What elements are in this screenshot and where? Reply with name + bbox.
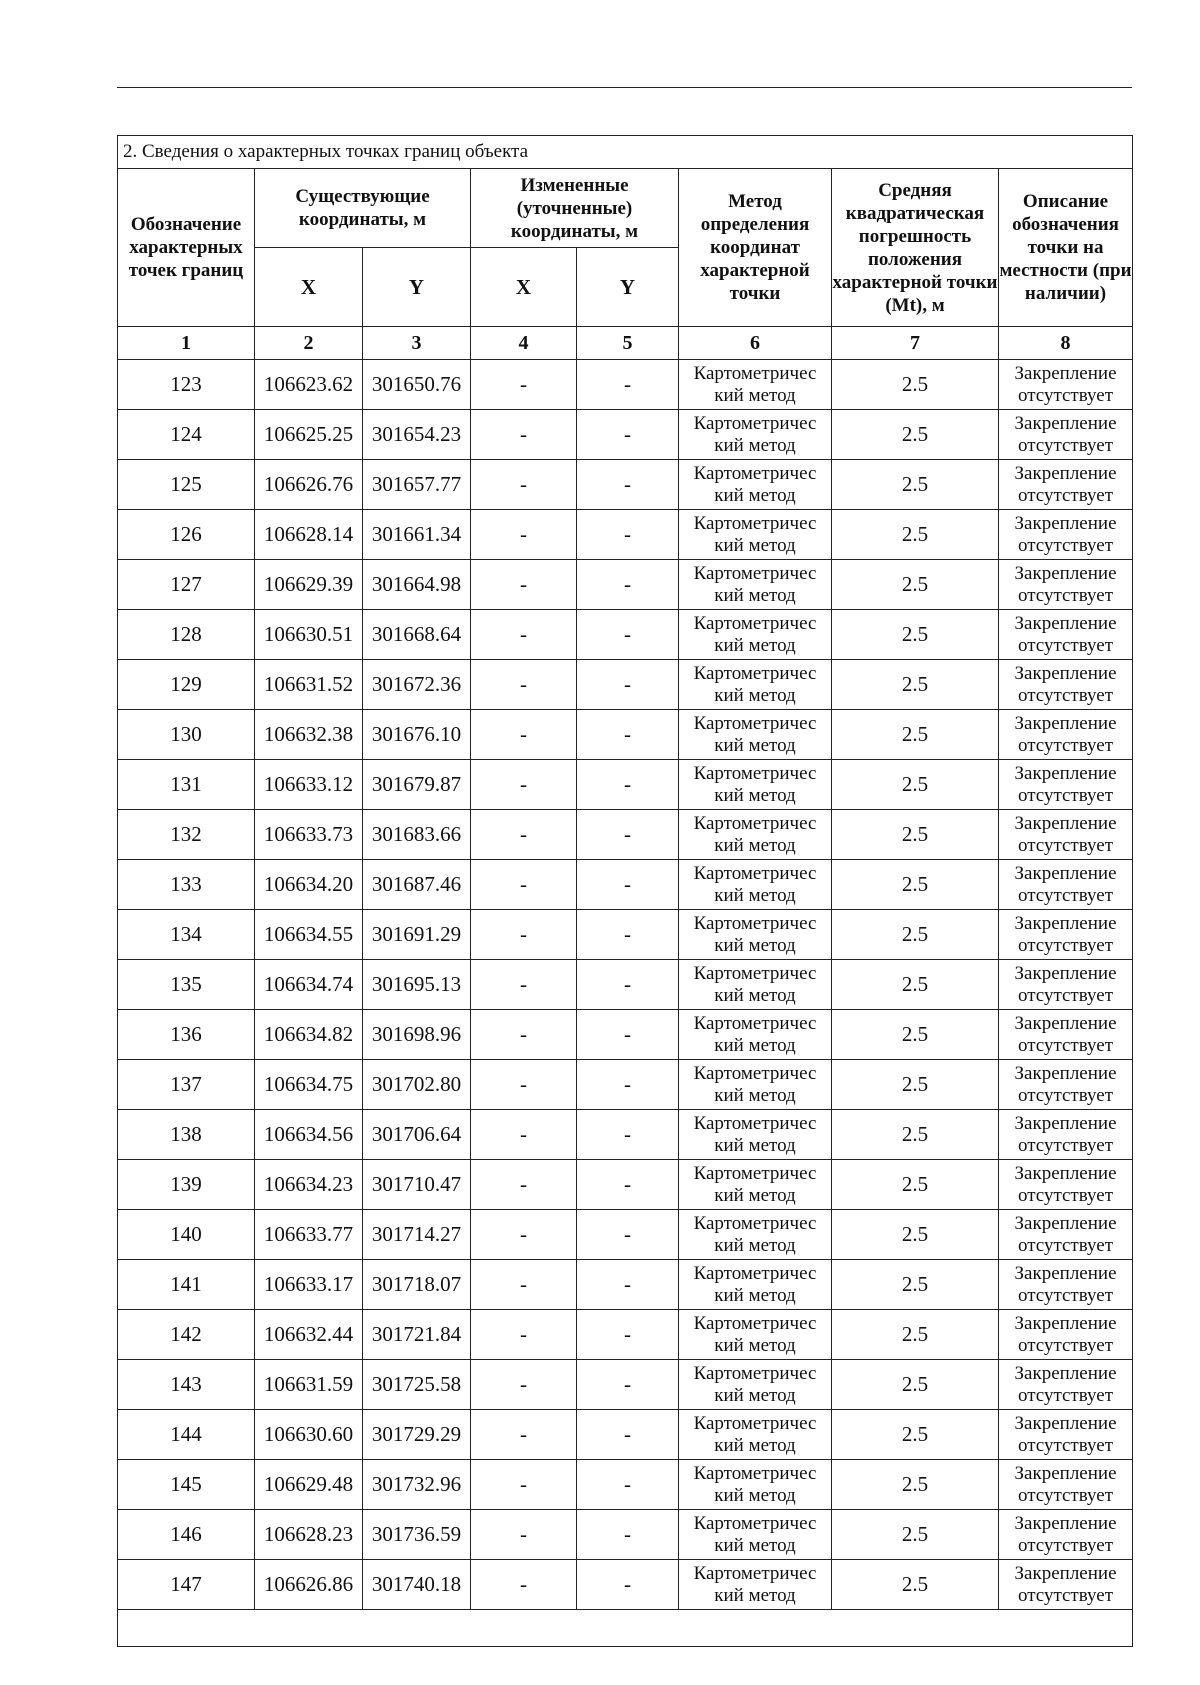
existing-x-cell: 106626.86: [255, 1560, 363, 1610]
description-cell: Закрепление отсутствует: [999, 1460, 1133, 1510]
changed-y-cell: -: [577, 1460, 679, 1510]
method-cell: Картометричес кий метод: [679, 1310, 832, 1360]
point-number-cell: 141: [118, 1260, 255, 1310]
point-number-cell: 124: [118, 410, 255, 460]
point-number-cell: 136: [118, 1010, 255, 1060]
description-cell: Закрепление отсутствует: [999, 1060, 1133, 1110]
table-row: [118, 360, 1133, 410]
column-number: 2: [255, 327, 363, 360]
error-cell: 2.5: [832, 1310, 999, 1360]
method-cell: Картометричес кий метод: [679, 1010, 832, 1060]
description-cell: Закрепление отсутствует: [999, 1110, 1133, 1160]
changed-x-cell: -: [471, 510, 577, 560]
header-changed-coordinates: Измененные (уточненные) координаты, м: [471, 169, 679, 248]
table-row: [118, 1560, 1133, 1610]
changed-x-cell: -: [471, 1160, 577, 1210]
existing-y-cell: 301657.77: [363, 460, 471, 510]
changed-y-cell: -: [577, 360, 679, 410]
method-cell: Картометричес кий метод: [679, 1510, 832, 1560]
changed-y-cell: -: [577, 460, 679, 510]
changed-y-cell: -: [577, 760, 679, 810]
error-cell: 2.5: [832, 510, 999, 560]
method-cell: Картометричес кий метод: [679, 1160, 832, 1210]
table-row: [118, 1160, 1133, 1210]
existing-x-cell: 106633.17: [255, 1260, 363, 1310]
changed-y-cell: -: [577, 660, 679, 710]
changed-y-cell: -: [577, 1310, 679, 1360]
existing-y-cell: 301661.34: [363, 510, 471, 560]
changed-x-cell: -: [471, 760, 577, 810]
changed-y-cell: -: [577, 1410, 679, 1460]
description-cell: Закрепление отсутствует: [999, 610, 1133, 660]
error-cell: 2.5: [832, 1060, 999, 1110]
changed-y-cell: -: [577, 1510, 679, 1560]
point-number-cell: 131: [118, 760, 255, 810]
changed-y-cell: -: [577, 410, 679, 460]
point-number-cell: 132: [118, 810, 255, 860]
description-cell: Закрепление отсутствует: [999, 1160, 1133, 1210]
table-row: [118, 810, 1133, 860]
error-cell: 2.5: [832, 810, 999, 860]
error-cell: 2.5: [832, 1560, 999, 1610]
existing-y-cell: 301740.18: [363, 1560, 471, 1610]
point-number-cell: 142: [118, 1310, 255, 1360]
method-cell: Картометричес кий метод: [679, 460, 832, 510]
error-cell: 2.5: [832, 1410, 999, 1460]
existing-x-cell: 106628.14: [255, 510, 363, 560]
error-cell: 2.5: [832, 1110, 999, 1160]
changed-x-cell: -: [471, 1510, 577, 1560]
error-cell: 2.5: [832, 610, 999, 660]
existing-y-cell: 301732.96: [363, 1460, 471, 1510]
point-number-cell: 137: [118, 1060, 255, 1110]
table-row: [118, 610, 1133, 660]
section-title: 2. Сведения о характерных точках границ объекта: [118, 136, 1133, 169]
column-number: 3: [363, 327, 471, 360]
existing-y-cell: 301736.59: [363, 1510, 471, 1560]
existing-x-cell: 106634.75: [255, 1060, 363, 1110]
point-number-cell: 135: [118, 960, 255, 1010]
method-cell: Картометричес кий метод: [679, 410, 832, 460]
description-cell: Закрепление отсутствует: [999, 1510, 1133, 1560]
header-description: Описание обозначения точки на местности (при наличии): [999, 169, 1133, 327]
changed-x-cell: -: [471, 860, 577, 910]
changed-x-cell: -: [471, 660, 577, 710]
existing-y-cell: 301668.64: [363, 610, 471, 660]
changed-y-cell: -: [577, 860, 679, 910]
existing-x-cell: 106633.73: [255, 810, 363, 860]
changed-y-cell: -: [577, 710, 679, 760]
changed-y-cell: -: [577, 1160, 679, 1210]
point-number-cell: 133: [118, 860, 255, 910]
existing-x-cell: 106632.38: [255, 710, 363, 760]
changed-y-cell: -: [577, 1010, 679, 1060]
header-existing-y: Y: [363, 248, 471, 327]
changed-x-cell: -: [471, 1010, 577, 1060]
header-changed-y: Y: [577, 248, 679, 327]
point-number-cell: 145: [118, 1460, 255, 1510]
point-number-cell: 147: [118, 1560, 255, 1610]
point-number-cell: 144: [118, 1410, 255, 1460]
error-cell: 2.5: [832, 860, 999, 910]
table-row: [118, 1410, 1133, 1460]
existing-y-cell: 301698.96: [363, 1010, 471, 1060]
existing-y-cell: 301702.80: [363, 1060, 471, 1110]
point-number-cell: 130: [118, 710, 255, 760]
description-cell: Закрепление отсутствует: [999, 1560, 1133, 1610]
existing-y-cell: 301676.10: [363, 710, 471, 760]
existing-y-cell: 301687.46: [363, 860, 471, 910]
description-cell: Закрепление отсутствует: [999, 1260, 1133, 1310]
point-number-cell: 126: [118, 510, 255, 560]
existing-x-cell: 106633.77: [255, 1210, 363, 1260]
error-cell: 2.5: [832, 1010, 999, 1060]
point-number-cell: 138: [118, 1110, 255, 1160]
error-cell: 2.5: [832, 760, 999, 810]
method-cell: Картометричес кий метод: [679, 1410, 832, 1460]
point-number-cell: 128: [118, 610, 255, 660]
method-cell: Картометричес кий метод: [679, 760, 832, 810]
table-row: [118, 510, 1133, 560]
existing-y-cell: 301683.66: [363, 810, 471, 860]
table-row: [118, 1360, 1133, 1410]
method-cell: Картометричес кий метод: [679, 860, 832, 910]
changed-y-cell: -: [577, 1210, 679, 1260]
table-row: [118, 1260, 1133, 1310]
point-number-cell: 140: [118, 1210, 255, 1260]
table-row: [118, 660, 1133, 710]
changed-x-cell: -: [471, 1310, 577, 1360]
existing-x-cell: 106630.51: [255, 610, 363, 660]
error-cell: 2.5: [832, 910, 999, 960]
method-cell: Картометричес кий метод: [679, 960, 832, 1010]
existing-y-cell: 301721.84: [363, 1310, 471, 1360]
column-number: 4: [471, 327, 577, 360]
changed-x-cell: -: [471, 960, 577, 1010]
changed-y-cell: -: [577, 910, 679, 960]
table-row: [118, 760, 1133, 810]
method-cell: Картометричес кий метод: [679, 560, 832, 610]
changed-y-cell: -: [577, 610, 679, 660]
error-cell: 2.5: [832, 410, 999, 460]
changed-y-cell: -: [577, 510, 679, 560]
description-cell: Закрепление отсутствует: [999, 660, 1133, 710]
description-cell: Закрепление отсутствует: [999, 410, 1133, 460]
existing-x-cell: 106634.55: [255, 910, 363, 960]
method-cell: Картометричес кий метод: [679, 1260, 832, 1310]
existing-y-cell: 301725.58: [363, 1360, 471, 1410]
changed-y-cell: -: [577, 1560, 679, 1610]
table-row: [118, 860, 1133, 910]
changed-x-cell: -: [471, 610, 577, 660]
method-cell: Картометричес кий метод: [679, 1560, 832, 1610]
method-cell: Картометричес кий метод: [679, 510, 832, 560]
changed-y-cell: -: [577, 960, 679, 1010]
description-cell: Закрепление отсутствует: [999, 510, 1133, 560]
changed-y-cell: -: [577, 560, 679, 610]
description-cell: Закрепление отсутствует: [999, 1010, 1133, 1060]
changed-x-cell: -: [471, 1210, 577, 1260]
description-cell: Закрепление отсутствует: [999, 1210, 1133, 1260]
existing-y-cell: 301664.98: [363, 560, 471, 610]
error-cell: 2.5: [832, 1510, 999, 1560]
existing-x-cell: 106623.62: [255, 360, 363, 410]
page-top-rule: [117, 87, 1132, 88]
existing-x-cell: 106634.82: [255, 1010, 363, 1060]
description-cell: Закрепление отсутствует: [999, 760, 1133, 810]
point-number-cell: 125: [118, 460, 255, 510]
column-number: 7: [832, 327, 999, 360]
error-cell: 2.5: [832, 710, 999, 760]
existing-y-cell: 301706.64: [363, 1110, 471, 1160]
existing-y-cell: 301714.27: [363, 1210, 471, 1260]
existing-x-cell: 106625.25: [255, 410, 363, 460]
point-number-cell: 139: [118, 1160, 255, 1210]
existing-x-cell: 106626.76: [255, 460, 363, 510]
table-row: [118, 460, 1133, 510]
point-number-cell: 123: [118, 360, 255, 410]
existing-y-cell: 301650.76: [363, 360, 471, 410]
header-changed-x: X: [471, 248, 577, 327]
header-existing-x: X: [255, 248, 363, 327]
changed-x-cell: -: [471, 810, 577, 860]
description-cell: Закрепление отсутствует: [999, 1310, 1133, 1360]
existing-y-cell: 301691.29: [363, 910, 471, 960]
description-cell: Закрепление отсутствует: [999, 960, 1133, 1010]
table-row: [118, 1510, 1133, 1560]
changed-x-cell: -: [471, 910, 577, 960]
section-title-row: [118, 136, 1133, 169]
point-number-cell: 129: [118, 660, 255, 710]
changed-x-cell: -: [471, 360, 577, 410]
error-cell: 2.5: [832, 1160, 999, 1210]
table-row: [118, 1210, 1133, 1260]
column-number: 8: [999, 327, 1133, 360]
column-number-row: [118, 327, 1133, 360]
description-cell: Закрепление отсутствует: [999, 1410, 1133, 1460]
point-number-cell: 134: [118, 910, 255, 960]
column-number: 5: [577, 327, 679, 360]
error-cell: 2.5: [832, 960, 999, 1010]
existing-x-cell: 106634.23: [255, 1160, 363, 1210]
method-cell: Картометричес кий метод: [679, 810, 832, 860]
existing-x-cell: 106631.52: [255, 660, 363, 710]
changed-y-cell: -: [577, 1260, 679, 1310]
table-row: [118, 1310, 1133, 1360]
method-cell: Картометричес кий метод: [679, 360, 832, 410]
changed-y-cell: -: [577, 810, 679, 860]
error-cell: 2.5: [832, 1460, 999, 1510]
changed-x-cell: -: [471, 1560, 577, 1610]
changed-x-cell: -: [471, 1060, 577, 1110]
existing-x-cell: 106634.74: [255, 960, 363, 1010]
method-cell: Картометричес кий метод: [679, 710, 832, 760]
error-cell: 2.5: [832, 1210, 999, 1260]
existing-x-cell: 106630.60: [255, 1410, 363, 1460]
table-row: [118, 1010, 1133, 1060]
existing-y-cell: 301710.47: [363, 1160, 471, 1210]
existing-y-cell: 301654.23: [363, 410, 471, 460]
existing-y-cell: 301672.36: [363, 660, 471, 710]
existing-x-cell: 106628.23: [255, 1510, 363, 1560]
changed-x-cell: -: [471, 1260, 577, 1310]
existing-y-cell: 301695.13: [363, 960, 471, 1010]
table-row: [118, 710, 1133, 760]
changed-x-cell: -: [471, 1110, 577, 1160]
changed-x-cell: -: [471, 410, 577, 460]
description-cell: Закрепление отсутствует: [999, 910, 1133, 960]
error-cell: 2.5: [832, 1260, 999, 1310]
table-row: [118, 1110, 1133, 1160]
point-number-cell: 143: [118, 1360, 255, 1410]
header-existing-coordinates: Существующие координаты, м: [255, 169, 471, 248]
header-point-designation: Обозначение характерных точек границ: [118, 169, 255, 327]
column-number: 1: [118, 327, 255, 360]
point-number-cell: 146: [118, 1510, 255, 1560]
table-row: [118, 960, 1133, 1010]
changed-x-cell: -: [471, 460, 577, 510]
header-row-top: [118, 169, 1133, 248]
changed-x-cell: -: [471, 710, 577, 760]
method-cell: Картометричес кий метод: [679, 660, 832, 710]
changed-x-cell: -: [471, 1410, 577, 1460]
description-cell: Закрепление отсутствует: [999, 460, 1133, 510]
description-cell: Закрепление отсутствует: [999, 1360, 1133, 1410]
error-cell: 2.5: [832, 460, 999, 510]
existing-x-cell: 106634.56: [255, 1110, 363, 1160]
table-row: [118, 910, 1133, 960]
existing-y-cell: 301729.29: [363, 1410, 471, 1460]
method-cell: Картометричес кий метод: [679, 1110, 832, 1160]
method-cell: Картометричес кий метод: [679, 1060, 832, 1110]
method-cell: Картометричес кий метод: [679, 610, 832, 660]
empty-footer-cell: [118, 1610, 1133, 1647]
table-row: [118, 410, 1133, 460]
table-row: [118, 560, 1133, 610]
empty-footer-row: [118, 1610, 1133, 1647]
changed-y-cell: -: [577, 1060, 679, 1110]
existing-y-cell: 301679.87: [363, 760, 471, 810]
existing-x-cell: 106629.48: [255, 1460, 363, 1510]
method-cell: Картометричес кий метод: [679, 1360, 832, 1410]
method-cell: Картометричес кий метод: [679, 910, 832, 960]
header-method: Метод определения координат характерной точки: [679, 169, 832, 327]
table-row: [118, 1060, 1133, 1110]
description-cell: Закрепление отсутствует: [999, 810, 1133, 860]
existing-x-cell: 106629.39: [255, 560, 363, 610]
method-cell: Картометричес кий метод: [679, 1210, 832, 1260]
existing-x-cell: 106633.12: [255, 760, 363, 810]
changed-x-cell: -: [471, 1460, 577, 1510]
header-mean-square-error: Средняя квадратическая погрешность положения характерной точки (Mt), м: [832, 169, 999, 327]
error-cell: 2.5: [832, 660, 999, 710]
error-cell: 2.5: [832, 1360, 999, 1410]
error-cell: 2.5: [832, 560, 999, 610]
column-number: 6: [679, 327, 832, 360]
existing-x-cell: 106634.20: [255, 860, 363, 910]
changed-y-cell: -: [577, 1110, 679, 1160]
existing-x-cell: 106632.44: [255, 1310, 363, 1360]
table-row: [118, 1460, 1133, 1510]
changed-x-cell: -: [471, 1360, 577, 1410]
description-cell: Закрепление отсутствует: [999, 360, 1133, 410]
description-cell: Закрепление отсутствует: [999, 710, 1133, 760]
existing-x-cell: 106631.59: [255, 1360, 363, 1410]
description-cell: Закрепление отсутствует: [999, 560, 1133, 610]
existing-y-cell: 301718.07: [363, 1260, 471, 1310]
method-cell: Картометричес кий метод: [679, 1460, 832, 1510]
changed-x-cell: -: [471, 560, 577, 610]
boundary-points-table: [117, 135, 1133, 1647]
point-number-cell: 127: [118, 560, 255, 610]
error-cell: 2.5: [832, 360, 999, 410]
description-cell: Закрепление отсутствует: [999, 860, 1133, 910]
changed-y-cell: -: [577, 1360, 679, 1410]
